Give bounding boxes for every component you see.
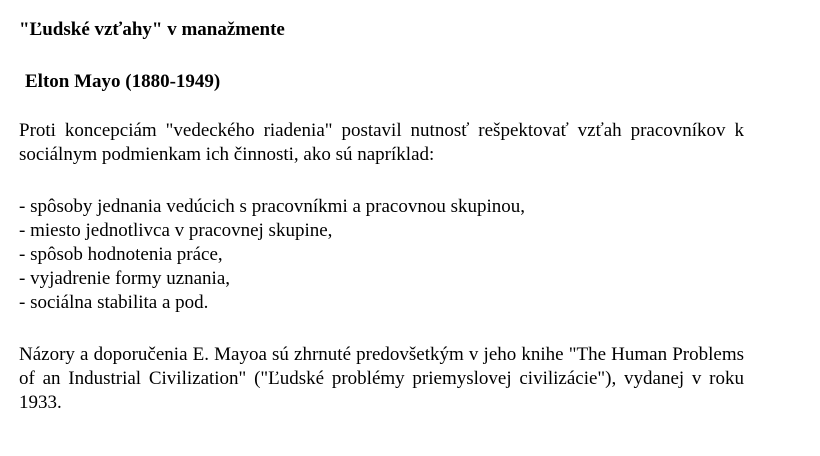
factors-list [19,195,744,315]
list-item: - sociálna stabilita a pod. [19,292,209,313]
document-page [19,18,744,415]
document-subtitle: Elton Mayo (1880-1949) [25,71,221,92]
document-title: "Ľudské vzťahy" v manažmente [19,19,285,40]
list-item: - spôsob hodnotenia práce, [19,244,223,265]
list-item: - spôsoby jednania vedúcich s pracovníkmi a pracovnou skupinou, [19,196,526,217]
list-item: - vyjadrenie formy uznania, [19,268,231,289]
conclusion-paragraph: Názory a doporučenia E. Mayoa sú zhrnuté predovšetkým v jeho knihe "The Human Problems of an Industrial Civilization" ("Ľudské problémy priemyslovej civilizácie"), vydanej v roku 1933. [19,344,744,413]
list-item: - miesto jednotlivca v pracovnej skupine, [19,220,333,241]
intro-paragraph: Proti koncepciám "vedeckého riadenia" postavil nutnosť rešpektovať vzťah pracovníkov k sociálnym podmienkam ich činnosti, ako sú napríklad: [19,120,744,165]
